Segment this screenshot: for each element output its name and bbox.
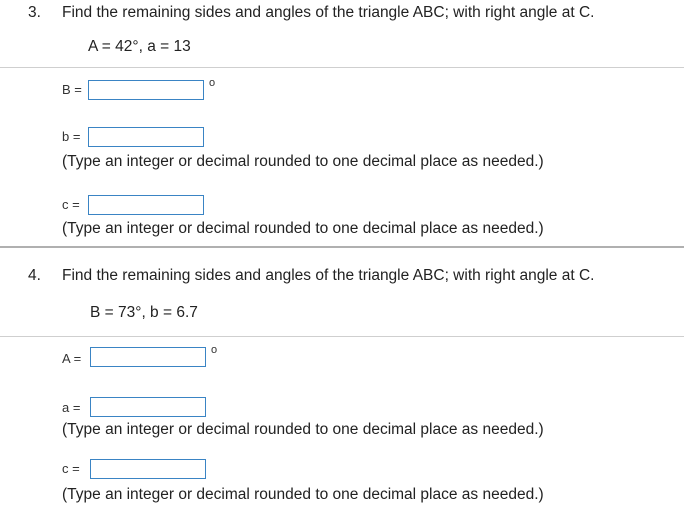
answer-input-a[interactable]: [90, 397, 206, 417]
degree-unit: o: [209, 77, 216, 89]
question-number: 3.: [28, 4, 41, 21]
format-hint: (Type an integer or decimal rounded to one decimal place as needed.): [62, 421, 544, 438]
question-prompt: Find the remaining sides and angles of the triangle ABC; with right angle at C.: [62, 267, 595, 284]
format-hint: (Type an integer or decimal rounded to one decimal place as needed.): [62, 486, 544, 503]
answer-input-A[interactable]: [90, 347, 206, 367]
question-prompt: Find the remaining sides and angles of the triangle ABC; with right angle at C.: [62, 4, 595, 21]
answer-input-b[interactable]: [88, 127, 204, 147]
answer-input-c[interactable]: [88, 195, 204, 215]
field-label-b: b =: [62, 129, 81, 144]
given-values: A = 42°, a = 13: [88, 38, 191, 55]
format-hint: (Type an integer or decimal rounded to one decimal place as needed.): [62, 153, 544, 170]
answer-input-c[interactable]: [90, 459, 206, 479]
given-values: B = 73°, b = 6.7: [90, 304, 198, 321]
field-label-A: A =: [62, 351, 82, 366]
answer-input-B[interactable]: [88, 80, 204, 100]
field-label-c: c =: [62, 461, 80, 476]
field-label-c: c =: [62, 197, 80, 212]
question-number: 4.: [28, 267, 41, 284]
field-label-a: a =: [62, 400, 81, 415]
field-label-B: B =: [62, 82, 82, 97]
section-divider: [0, 67, 684, 68]
section-divider: [0, 336, 684, 337]
format-hint: (Type an integer or decimal rounded to one decimal place as needed.): [62, 220, 544, 237]
question-separator: [0, 246, 684, 248]
degree-unit: o: [211, 344, 218, 356]
